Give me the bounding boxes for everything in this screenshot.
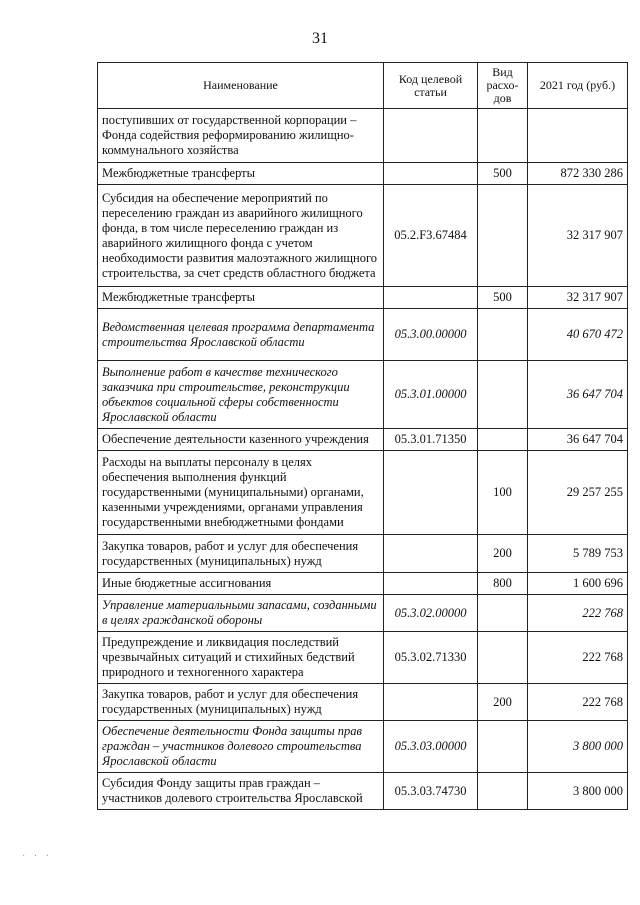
table-row (98, 684, 628, 721)
row-code-cell: 05.3.02.71330 (384, 632, 478, 684)
row-kind-cell (478, 361, 528, 429)
row-name-cell: поступивших от государственной корпорации – Фонда содействия реформированию жилищно-коммунального хозяйства (98, 109, 384, 163)
page-number: 31 (312, 30, 328, 47)
row-code-cell (384, 287, 478, 309)
header-amount: 2021 год (руб.) (528, 63, 628, 109)
table-row (98, 287, 628, 309)
row-code-cell: 05.3.00.00000 (384, 309, 478, 361)
row-name-cell: Закупка товаров, работ и услуг для обеспечения государственных (муниципальных) нужд (98, 684, 384, 721)
row-name-cell: Межбюджетные трансферты (98, 287, 384, 309)
row-amount-cell: 3 800 000 (528, 721, 628, 773)
table-row (98, 535, 628, 573)
row-kind-cell (478, 309, 528, 361)
row-kind-cell (478, 185, 528, 287)
row-name-cell: Выполнение работ в качестве технического заказчика при строительстве, реконструкции объектов социальной сферы собственности Ярославской области (98, 361, 384, 429)
row-name-cell: Ведомственная целевая программа департамента строительства Ярославской области (98, 309, 384, 361)
table-body (98, 109, 628, 810)
row-code-cell: 05.3.01.00000 (384, 361, 478, 429)
row-name-cell: Предупреждение и ликвидация последствий чрезвычайных ситуаций и стихийных бедствий природного и техногенного характера (98, 632, 384, 684)
row-amount-cell: 1 600 696 (528, 573, 628, 595)
table-header-row (98, 63, 628, 109)
row-amount-cell: 36 647 704 (528, 361, 628, 429)
row-amount-cell: 36 647 704 (528, 429, 628, 451)
row-kind-cell: 100 (478, 451, 528, 535)
table-row (98, 573, 628, 595)
row-amount-cell: 29 257 255 (528, 451, 628, 535)
table-row (98, 309, 628, 361)
row-amount-cell: 40 670 472 (528, 309, 628, 361)
row-kind-cell: 800 (478, 573, 528, 595)
row-code-cell (384, 163, 478, 185)
row-amount-cell: 32 317 907 (528, 185, 628, 287)
row-name-cell: Расходы на выплаты персоналу в целях обеспечения выполнения функций государственными (муниципальными) органами, казенными учреждениями, органами управления государственными внебюджетными фондами (98, 451, 384, 535)
row-name-cell: Обеспечение деятельности Фонда защиты прав граждан – участников долевого строительства Ярославской области (98, 721, 384, 773)
row-code-cell (384, 451, 478, 535)
row-kind-cell (478, 429, 528, 451)
row-code-cell (384, 535, 478, 573)
row-name-cell: Управление материальными запасами, созданными в целях гражданской обороны (98, 595, 384, 632)
row-name-cell: Субсидия на обеспечение мероприятий по переселению граждан из аварийного жилищного фонда, в том числе переселению граждан из аварийного жилищного фонда с учетом необходимости развития малоэтажного жилищного строительства, за счет средств областного бюджета (98, 185, 384, 287)
table-row (98, 595, 628, 632)
row-name-cell: Межбюджетные трансферты (98, 163, 384, 185)
row-amount-cell: 872 330 286 (528, 163, 628, 185)
header-kind: Вид расхо-дов (478, 63, 528, 109)
table-row (98, 632, 628, 684)
row-amount-cell: 3 800 000 (528, 773, 628, 810)
row-amount-cell: 5 789 753 (528, 535, 628, 573)
table-row (98, 721, 628, 773)
row-amount-cell: 32 317 907 (528, 287, 628, 309)
table-row (98, 773, 628, 810)
header-code: Код целевой статьи (384, 63, 478, 109)
table-row (98, 361, 628, 429)
row-kind-cell: 500 (478, 287, 528, 309)
row-kind-cell: 200 (478, 684, 528, 721)
row-kind-cell (478, 773, 528, 810)
row-code-cell (384, 684, 478, 721)
scan-artifact: · · · (22, 851, 52, 862)
row-amount-cell: 222 768 (528, 595, 628, 632)
row-code-cell: 05.3.02.00000 (384, 595, 478, 632)
row-amount-cell: 222 768 (528, 632, 628, 684)
row-kind-cell (478, 632, 528, 684)
header-name: Наименование (98, 63, 384, 109)
table-row (98, 185, 628, 287)
row-kind-cell: 200 (478, 535, 528, 573)
row-code-cell: 05.3.03.74730 (384, 773, 478, 810)
row-kind-cell: 500 (478, 163, 528, 185)
row-name-cell: Субсидия Фонду защиты прав граждан – участников долевого строительства Ярославской (98, 773, 384, 810)
row-code-cell (384, 573, 478, 595)
row-name-cell: Обеспечение деятельности казенного учреждения (98, 429, 384, 451)
row-code-cell: 05.3.01.71350 (384, 429, 478, 451)
budget-table (97, 62, 628, 810)
row-name-cell: Закупка товаров, работ и услуг для обеспечения государственных (муниципальных) нужд (98, 535, 384, 573)
row-kind-cell (478, 595, 528, 632)
table-row (98, 109, 628, 163)
row-code-cell: 05.2.F3.67484 (384, 185, 478, 287)
row-name-cell: Иные бюджетные ассигнования (98, 573, 384, 595)
row-amount-cell (528, 109, 628, 163)
row-kind-cell (478, 721, 528, 773)
row-code-cell (384, 109, 478, 163)
table-row (98, 163, 628, 185)
row-amount-cell: 222 768 (528, 684, 628, 721)
row-kind-cell (478, 109, 528, 163)
table-row (98, 429, 628, 451)
row-code-cell: 05.3.03.00000 (384, 721, 478, 773)
table-row (98, 451, 628, 535)
